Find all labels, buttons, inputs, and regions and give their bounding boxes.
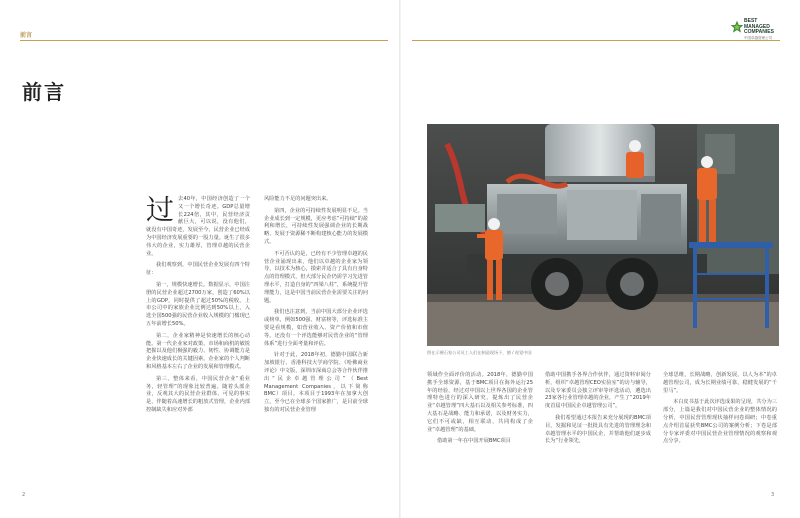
- paragraph: 借助中国携手各界合作伙伴，通过资料审阅分析，组织“卓越管理CEO实验室”的访与辅导，以及专家委员会独立评审等评选活动，遴选出23家各行业管理卓越的企业，产生了“2019年度首届中国民企卓越管理公司”。: [545, 372, 651, 410]
- header-rule-right: [412, 40, 780, 41]
- page-number-right: 3: [771, 492, 775, 498]
- page-gutter: [399, 0, 401, 518]
- best-managed-companies-logo: BEST MANAGED COMPANIES 中国卓越管理公司: [730, 18, 782, 42]
- text-column-1: [146, 193, 250, 419]
- industrial-photo: [427, 124, 779, 346]
- paragraph: 针对于此，2018年初，德勤中国联合新加坡银行、香港科技大学商学院、《哈佛商业评论》中文版、深圳市深商总会等合作伙伴推出“民企卓越管理公司”（Best Management Companies，以下简称BMC）项目。本项目于1993年在加拿大创立，至今已在全球多个国家推广，是目前全球独有的对民营企业管理: [264, 352, 368, 413]
- text-column-4: [545, 372, 651, 450]
- section-label: 前言: [20, 32, 33, 39]
- text-column-2: [264, 196, 368, 419]
- paragraph: 领域作全面评价的活动。2018年，德勤中国携手全球资源，基于BMC项目在海外运行25年的经验，经过对中国以上世界各国的企业管理特色进行的深入研究，提炼出了民营企业“卓越管理”四大基石以及相关参考标准，四大基石是战略、能力和承诺，以及财务实力，它们不可或缺，相互联动，共同构成了企业“卓越管理”的基础。: [427, 372, 533, 433]
- paragraph: 我们希望通过本报告来充分展现的BMC项目，发掘和见证一批批具有先进的管理理念和卓越管理水平的中国民企，并帮助他们逐步成长为“行业领先，: [545, 414, 651, 445]
- paragraph: 第三，整体来看，中国民营企业“重业务，轻管理”的现象比较普遍。随着头部企业，反观其大的民营企业群体，可见的事实是，伴随着高速增长的粗放式管理，企业内部控制缺失和应对外部: [146, 375, 250, 413]
- page-title: 前言: [22, 80, 66, 104]
- header-rule-left: [20, 40, 388, 41]
- paragraph: 我们也注意到，当前中国大部分企业评选或榜单，例如500强、财富榜等，评选标准主要是看规模，如营业收入、资产价值和市值等。还没有一个评选能够对民营企业的“管理体系”进行全面考量和评估。: [264, 309, 368, 347]
- paragraph: 去40年，中国经济创造了一个又一个增长奇迹。GDP总量增长224倍，其中，民营经济贡献巨大，可以说，没有他们，就没有中国奇迹，发展至今，民营企业已经成为中国经济发展重要的一股力量。诞生了很多伟大的企业，实力雄厚，管理卓越的民营企业。: [146, 196, 250, 257]
- paragraph: 第四，企业的可持续性发展明显不足。当企业成长到一定规模，更应考虑“可持续”的盈利和增长，可持续性发展强调企业的长期战略、发展于资源稀不断构建核心能力的发展模式。: [264, 207, 368, 245]
- paragraph: 我们观察到，中国民营企业发展有四个特征：: [146, 262, 250, 277]
- page-number-left: 2: [22, 492, 26, 498]
- drop-cap: 过: [146, 193, 175, 226]
- paragraph: 本白皮书基于此次评选成果的呈现，共分为三部分，上篇是我们对中国民营企业的整体情况的分析，中国民营管理现状抽样问卷调研；中卷重点介绍首届获奖BMC公司的案例分析；下卷是部分专家评委对中国民营企业管理情况的观察和观点分享。: [663, 399, 777, 445]
- paragraph: 借助第一年在中国开展BMC项目: [437, 438, 511, 445]
- paragraph: 不可否认的是，已经有不少管理卓越的民营企业涌现出来，他们以卓越的企业家为领导，以技术为核心，摸索并适合了具有自身特点的管理模式，但大部分民企仍需学习先进管理水平，打造自身的“四梁八柱”，系统提升管理能力，这是中国当前民营企业需要关注的问题。: [264, 250, 368, 304]
- workers-machinery-image: [427, 124, 779, 346]
- star-icon: [730, 20, 744, 34]
- photo-caption: 图在示佛石家公司员工人们在制造现场干，德 / 视觉中国: [427, 350, 532, 355]
- text-column-3: [427, 372, 533, 450]
- text-column-5: [663, 372, 777, 450]
- paragraph: 全球思维，长期战略，创新发展，以人为本”的卓越管理公司，成为长期业绩可靠，稳健发展的“千里马”。: [663, 372, 777, 394]
- paragraph: 第一，规模快速增长。数据显示，中国注册的民营企业超过2700万家，创造了60%以上的GDP，同时提供了超过50%的税收。上市公司中的家族企业比例达到50%以上，入选全国500强的民营企业收入规模的门槛现已五年前增长50%。: [146, 281, 250, 327]
- paragraph: 第二，企业家精神是快速增长的核心动能。第一代企业家对政策、市场和商机的敏锐把握以及他们极强的毅力、韧性、协调能力是企业快速成长的关键因素。企业家的个人判断和风格基本左右了企业的发展和管理模式。: [146, 332, 250, 370]
- paragraph: 风险能力不足的问题突出来。: [264, 196, 332, 202]
